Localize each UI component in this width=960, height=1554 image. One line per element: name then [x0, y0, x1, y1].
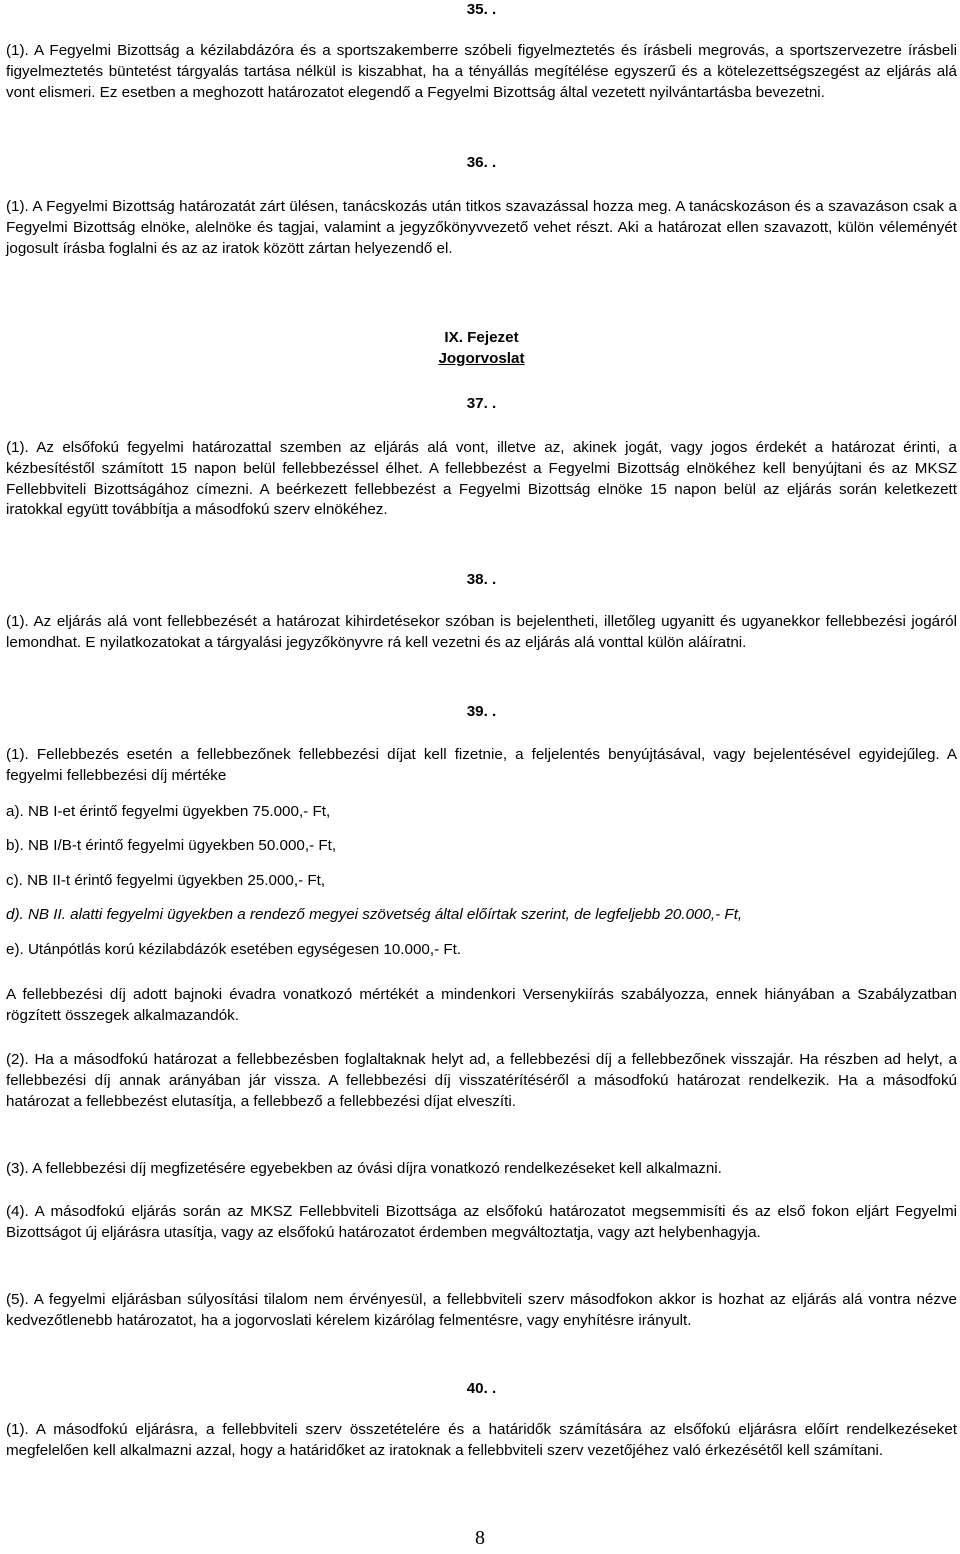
fee-item-d: d). NB II. alatti fegyelmi ügyekben a rendező megyei szövetség által előírtak szerint, de legfeljebb 20.000,- Ft, — [6, 906, 743, 923]
fee-item-c: c). NB II-t érintő fegyelmi ügyekben 25.000,- Ft, — [6, 872, 326, 889]
paragraph-37-1: (1). Az elsőfokú fegyelmi határozattal szemben az eljárás alá vont, illetve az, akinek jogát, vagy jogos érdekét a határozat érinti, a kézbesítéstől számított 15 napon belül fellebbezéssel élhet. A fellebbezést a Fegyelmi Bizottság elnökéhez kell benyújtani és az MKSZ Fellebbviteli Bizottságához címezni. A beérkezett fellebbezést a Fegyelmi Bizottság elnöke 15 napon belül az eljárás során keletkezett iratokkal együtt továbbítja a másodfokú szerv elnökéhez. — [6, 439, 957, 519]
paragraph-39-3: (3). A fellebbezési díj megfizetésére egyebekben az óvási díjra vonatkozó rendelkezéseket kell alkalmazni. — [6, 1160, 722, 1177]
section-heading-36: 36. . — [466, 154, 497, 171]
paragraph-39-2: (2). Ha a másodfokú határozat a fellebbezésben foglaltaknak helyt ad, a fellebbezési díj a fellebbezőnek visszajár. Ha részben ad helyt, a fellebbezési díj annak arányában jár vissza. A fellebbezési díj visszatérítéséről a másodfokú határozat rendelkezik. Ha a másodfokú határozat a fellebbezést elutasítja, a fellebbező a fellebbezési díjat elveszíti. — [6, 1051, 957, 1110]
chapter-number: IX. Fejezet — [444, 329, 519, 346]
paragraph-39-5: (5). A fegyelmi eljárásban súlyosítási tilalom nem érvényesül, a fellebbviteli szerv másodfokon akkor is hozhat az eljárás alá vontra nézve kedvezőtlenebb határozatot, ha a jogorvoslati kérelem kizárólag felmentésre, vagy enyhítésre irányult. — [6, 1291, 957, 1329]
paragraph-38-1: (1). Az eljárás alá vont fellebbezését a határozat kihirdetésekor szóban is bejelentheti, illetőleg ugyanitt és ugyanekkor fellebbezési jogáról lemondhat. E nyilatkozatokat a tárgyalási jegyzőkönyvre rá kell vezetni és az eljárás alá vonttal külön aláíratni. — [6, 613, 957, 651]
section-heading-40: 40. . — [466, 1380, 497, 1397]
section-heading-35: 35. . — [466, 1, 497, 18]
chapter-title: Jogorvoslat — [438, 350, 525, 367]
fee-item-e: e). Utánpótlás korú kézilabdázók esetében egységesen 10.000,- Ft. — [6, 941, 462, 958]
paragraph-39-note: A fellebbezési díj adott bajnoki évadra vonatkozó mértékét a mindenkori Versenykiírás szabályozza, ennek hiányában a Szabályzatban rögzített összegek alkalmazandók. — [6, 986, 957, 1024]
fee-item-a: a). NB I-et érintő fegyelmi ügyekben 75.000,- Ft, — [6, 803, 331, 820]
page-number: 8 — [475, 1527, 485, 1549]
section-heading-38: 38. . — [466, 571, 497, 588]
paragraph-39-4: (4). A másodfokú eljárás során az MKSZ Fellebbviteli Bizottsága az elsőfokú határozatot megsemmisíti és az első fokon eljárt Fegyelmi Bizottságot új eljárásra utasítja, vagy az elsőfokú határozatot érdemben megváltoztatja, vagy azt helybenhagyja. — [6, 1203, 957, 1241]
fee-item-b: b). NB I/B-t érintő fegyelmi ügyekben 50.000,- Ft, — [6, 837, 337, 854]
paragraph-39-1: (1). Fellebbezés esetén a fellebbezőnek fellebbezési díjat kell fizetnie, a feljelentés benyújtásával, vagy bejelentésével egyidejűleg. A fegyelmi fellebbezési díj mértéke — [6, 746, 957, 784]
section-heading-37: 37. . — [466, 395, 497, 412]
paragraph-35-1: (1). A Fegyelmi Bizottság a kézilabdázóra és a sportszakemberre szóbeli figyelmeztetés és írásbeli megrovás, a sportszervezetre írásbeli figyelmeztetés büntetést tárgyalás tartása nélkül is kiszabhat, ha a tényállás megítélése egyszerű és a kötelezettségszegést az eljárás alá vont elismeri. Ez esetben a meghozott határozatot elegendő a Fegyelmi Bizottság által vezetett nyilvántartásba bevezetni. — [6, 42, 957, 101]
section-heading-39: 39. . — [466, 703, 497, 720]
paragraph-40-1: (1). A másodfokú eljárásra, a fellebbviteli szerv összetételére és a határidők számítására az elsőfokú eljárásra előírt rendelkezéseket megfelelően kell alkalmazni azzal, hogy a határidőket az iratoknak a fellebbviteli szerv vezetőjéhez való érkezésétől kell számítani. — [6, 1421, 957, 1459]
paragraph-36-1: (1). A Fegyelmi Bizottság határozatát zárt ülésen, tanácskozás után titkos szavazással hozza meg. A tanácskozáson és a szavazáson csak a Fegyelmi Bizottság elnöke, alelnöke és tagjai, valamint a jegyzőkönyvvezető vehet részt. Aki a határozat ellen szavazott, külön véleményét jogosult írásba foglalni és az az iratok között zártan helyezendő el. — [6, 198, 957, 257]
